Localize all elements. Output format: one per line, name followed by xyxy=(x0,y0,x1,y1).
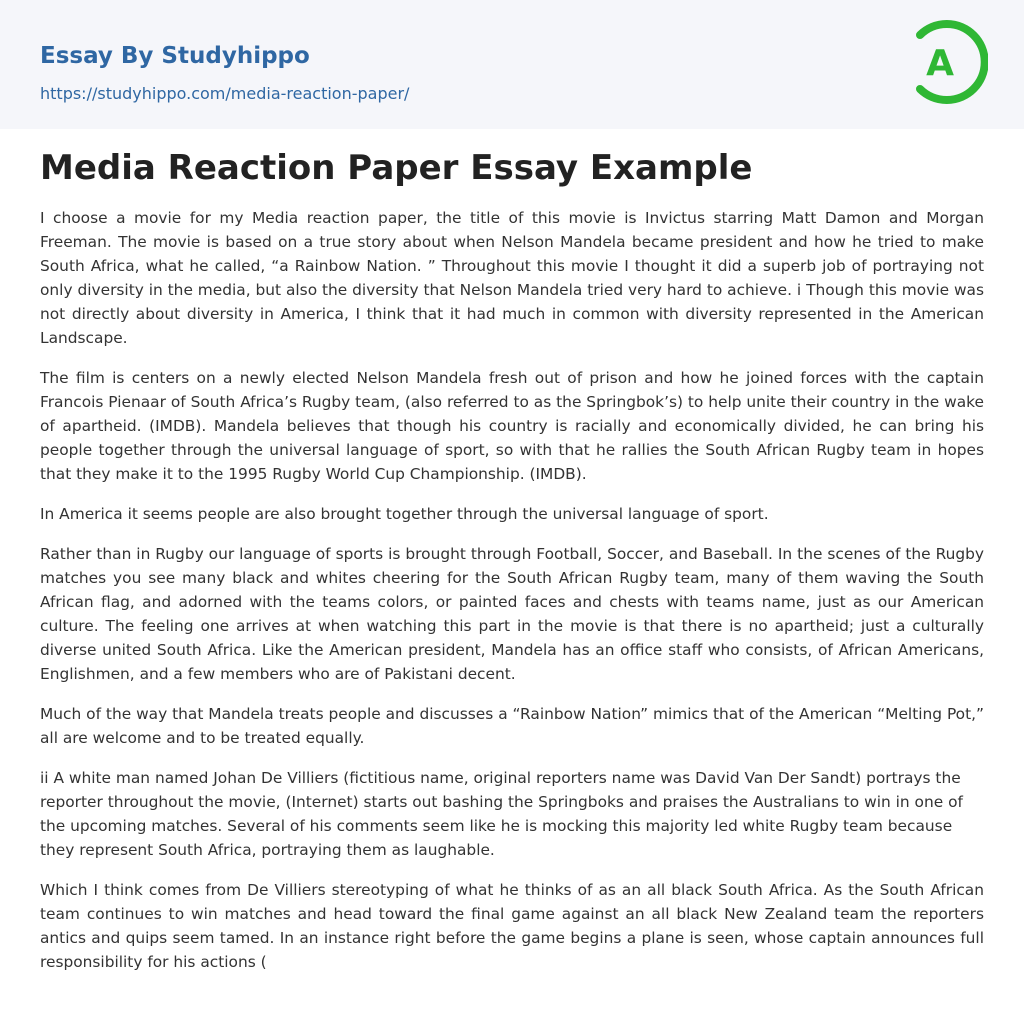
paragraph-1: I choose a movie for my Media reaction paper, the title of this movie is Invictus starring Matt Damon and Morgan Freeman. The movie is based on a true story about when Nelson Mandela became president and how he tried to make South Africa, what he called, “a Rainbow Nation. ” Throughout this movie I thought it did a superb job of portraying not only diversity in the media, but also the diversity that Nelson Mandela tried very hard to achieve. i Though this movie was not directly about diversity in America, I think that it had much in common with diversity represented in the American Landscape. xyxy=(40,209,984,347)
site-title-link[interactable]: Essay By Studyhippo xyxy=(40,43,310,69)
paragraph-3: In America it seems people are also brought together through the universal language of sport. xyxy=(40,505,769,523)
site-header xyxy=(0,0,1024,129)
page-title: Media Reaction Paper Essay Example xyxy=(40,148,753,188)
logo-letter: A xyxy=(926,43,954,84)
studyhippo-logo-icon[interactable] xyxy=(906,18,988,106)
paragraph-4: Rather than in Rugby our language of sports is brought through Football, Soccer, and Baseball. In the scenes of the Rugby matches you see many black and whites cheering for the South African Rugby team, many of them waving the South African flag, and adorned with the teams colors, or painted faces and chests with teams name, just as our American culture. The feeling one arrives at when watching this part in the movie is that there is no apartheid; just a culturally diverse united South Africa. Like the American president, Mandela has an office staff who consists, of African Americans, Englishmen, and a few members who are of Pakistani decent. xyxy=(40,545,984,683)
page-url-link[interactable]: https://studyhippo.com/media-reaction-paper/ xyxy=(40,84,410,103)
paragraph-5: Much of the way that Mandela treats people and discusses a “Rainbow Nation” mimics that of the American “Melting Pot,” all are welcome and to be treated equally. xyxy=(40,705,984,747)
paragraph-7: Which I think comes from De Villiers stereotyping of what he thinks of as an all black South Africa. As the South African team continues to win matches and head toward the final game against an all black New Zealand team the reporters antics and quips seem tamed. In an instance right before the game begins a plane is seen, whose captain announces full responsibility for his actions ( xyxy=(40,881,984,971)
paragraph-2: The film is centers on a newly elected Nelson Mandela fresh out of prison and how he joined forces with the captain Francois Pienaar of South Africa’s Rugby team, (also referred to as the Springbok’s) to help unite their country in the wake of apartheid. (IMDB). Mandela believes that though his country is racially and economically divided, he can bring his people together through the universal language of sport, so with that he rallies the South African Rugby team in hopes that they make it to the 1995 Rugby World Cup Championship. (IMDB). xyxy=(40,369,984,483)
article xyxy=(40,143,984,990)
paragraph-6: ii A white man named Johan De Villiers (fictitious name, original reporters name was David Van Der Sandt) portrays the reporter throughout the movie, (Internet) starts out bashing the Springboks and praises the Australians to win in one of the upcoming matches. Several of his comments seem like he is mocking this majority led white Rugby team because they represent South Africa, portraying them as laughable. xyxy=(40,769,963,859)
